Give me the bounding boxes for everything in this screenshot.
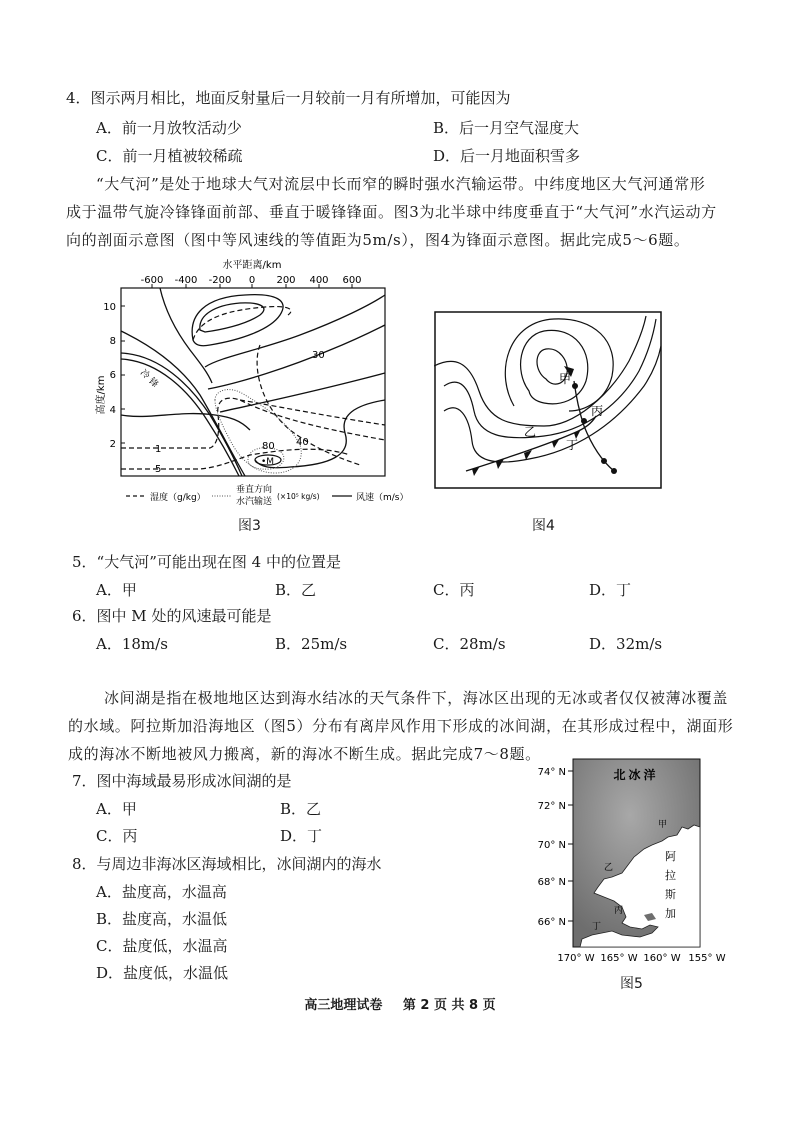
- q8-option-d: D．盐度低，水温低: [96, 964, 229, 982]
- fig5-lon-tick: 155° W: [688, 953, 726, 964]
- footer-page-number: 第 2 页 共 8 页: [402, 998, 496, 1013]
- figure-4-front-map: [434, 311, 662, 489]
- fig5-lon-tick: 165° W: [600, 953, 638, 964]
- fig5-label-jia: 甲: [658, 820, 668, 830]
- passage2-line2: 的水域。阿拉斯加沿海地区（图5）分布有离岸风作用下形成的冰间湖，在其形成过程中，湖面形: [68, 717, 734, 735]
- q6-option-c: C．28m/s: [433, 635, 506, 653]
- passage2-line1: 冰间湖是指在极地地区达到海水结冰的天气条件下，海冰区出现的无冰或者仅仅被薄冰覆盖: [104, 689, 729, 707]
- fig3-y-tick: 10: [103, 302, 116, 313]
- fig3-x-tick: 600: [342, 275, 362, 286]
- passage1-line2: 成于温带气旋冷锋锋面前部、垂直于暖锋锋面。图3为北半球中纬度垂直于“大气河”水汽运动方: [66, 203, 717, 221]
- q4-option-b: B．后一月空气湿度大: [433, 119, 580, 137]
- q5-option-c: C．丙: [433, 581, 475, 599]
- q7-option-d: D．丁: [280, 827, 323, 845]
- q7-stem: 7．图中海域最易形成冰间湖的是: [72, 772, 292, 790]
- q8-stem: 8．与周边非海冰区海域相比，冰间湖内的海水: [72, 855, 382, 873]
- fig5-lon-tick: 160° W: [643, 953, 681, 964]
- q5-option-b: B．乙: [275, 581, 317, 599]
- fig3-wind-speed-contours: [121, 288, 385, 468]
- q8-option-c: C．盐度低，水温高: [96, 937, 228, 955]
- fig5-label-bing: 丙: [614, 906, 624, 916]
- q4-option-c: C．前一月植被较稀疏: [96, 147, 243, 165]
- fig5-lat-tick: 74° N: [537, 767, 566, 778]
- fig5-lon-tick: 170° W: [557, 953, 595, 964]
- q8-option-b: B．盐度高，水温低: [96, 910, 228, 928]
- q6-option-d: D．32m/s: [589, 635, 663, 653]
- fig3-x-tick: 200: [276, 275, 296, 286]
- fig4-caption: 图4: [532, 518, 555, 534]
- fig4-label-ding: 丁: [566, 438, 579, 452]
- fig3-y-tick: 2: [109, 439, 116, 450]
- fig4-frame: [435, 312, 661, 488]
- figure-5-alaska-map: [522, 757, 782, 967]
- fig5-caption: 图5: [620, 976, 643, 992]
- fig3-y-tick: 4: [109, 405, 116, 416]
- legend-vapor-label-2: 水汽输送: [236, 497, 273, 507]
- q6-option-b: B．25m/s: [275, 635, 348, 653]
- passage2-line3: 成的海冰不断地被风力搬离，新的海冰不断生成。据此完成7～8题。: [68, 745, 541, 763]
- passage1-line1: “大气河”是处于地球大气对流层中长而窄的瞬时强水汽输运带。中纬度地区大气河通常形: [96, 175, 706, 193]
- q7-option-c: C．丙: [96, 827, 138, 845]
- fig3-y-tick: 8: [109, 336, 116, 347]
- q7-option-b: B．乙: [280, 800, 322, 818]
- fig5-land-label: 阿: [665, 850, 676, 863]
- q4-stem: 4．图示两月相比，地面反射量后一月较前一月有所增加，可能因为: [66, 89, 511, 107]
- figure-5: [522, 757, 782, 997]
- fig3-label-5: 5: [155, 464, 162, 475]
- fig5-land-label: 加: [665, 907, 676, 920]
- legend-vapor-unit: (×10⁵ kg/s): [277, 492, 320, 501]
- figure-4: [434, 311, 662, 535]
- q5-stem: 5．“大气河”可能出现在图 4 中的位置是: [72, 553, 341, 571]
- fig5-land-label: 拉: [665, 869, 676, 882]
- fig3-label-1: 1: [155, 444, 162, 455]
- figure-3-cross-section: [90, 255, 420, 535]
- fig3-x-tick: -600: [140, 275, 164, 286]
- figure-3: [90, 255, 420, 535]
- fig5-label-ding: 丁: [592, 922, 602, 932]
- fig5-lat-tick: 72° N: [537, 801, 566, 812]
- q6-stem: 6．图中 M 处的风速最可能是: [72, 607, 272, 625]
- q4-option-a: A．前一月放牧活动少: [96, 119, 242, 137]
- fig5-land-label: 斯: [665, 888, 676, 901]
- legend-vapor-label-1: 垂直方向: [236, 485, 273, 495]
- fig3-x-tick: 400: [309, 275, 329, 286]
- page-footer: [0, 994, 800, 1013]
- fig3-vapor-transport-contours: [215, 390, 301, 473]
- fig5-lat-tick: 66° N: [537, 917, 566, 928]
- fig3-label-80: 80: [262, 441, 275, 452]
- fig3-point-m: •M: [261, 457, 275, 467]
- fig3-x-tick: -400: [174, 275, 198, 286]
- fig4-label-jia: 甲: [559, 372, 572, 386]
- fig4-label-bing: 丙: [591, 404, 604, 418]
- fig3-cold-front-lines: [121, 331, 245, 476]
- q8-option-a: A．盐度高，水温高: [96, 883, 227, 901]
- fig5-label-yi: 乙: [604, 863, 614, 873]
- passage1-line3: 向的剖面示意图（图中等风速线的等值距为5m/s），图4为锋面示意图。据此完成5～6题。: [66, 231, 690, 249]
- legend-humidity-label: 湿度（g/kg）: [150, 493, 206, 503]
- fig3-y-tick: 6: [109, 370, 116, 381]
- q5-option-d: D．丁: [589, 581, 632, 599]
- legend-wind-label: 风速（m/s）: [356, 493, 409, 503]
- fig5-lat-tick: 68° N: [537, 877, 566, 888]
- q6-option-a: A．18m/s: [96, 635, 168, 653]
- fig3-x-tick: 0: [248, 275, 256, 286]
- fig3-x-tick: -200: [208, 275, 232, 286]
- fig3-label-40: 40: [296, 437, 309, 448]
- fig4-label-yi: 乙: [524, 425, 537, 439]
- fig3-label-30: 30: [312, 350, 325, 361]
- fig3-y-axis-title: 高度/km: [96, 375, 107, 415]
- fig5-lat-tick: 70° N: [537, 840, 566, 851]
- fig3-front-label: 冷 锋: [137, 368, 160, 390]
- fig5-ocean-label: 北冰洋: [613, 768, 659, 782]
- fig3-caption: 图3: [238, 518, 261, 534]
- q5-option-a: A．甲: [96, 581, 137, 599]
- fig3-x-axis-title: 水平距离/km: [222, 260, 282, 271]
- footer-title: 高三地理试卷: [304, 998, 383, 1013]
- q7-option-a: A．甲: [96, 800, 137, 818]
- q4-option-d: D．后一月地面积雪多: [433, 147, 581, 165]
